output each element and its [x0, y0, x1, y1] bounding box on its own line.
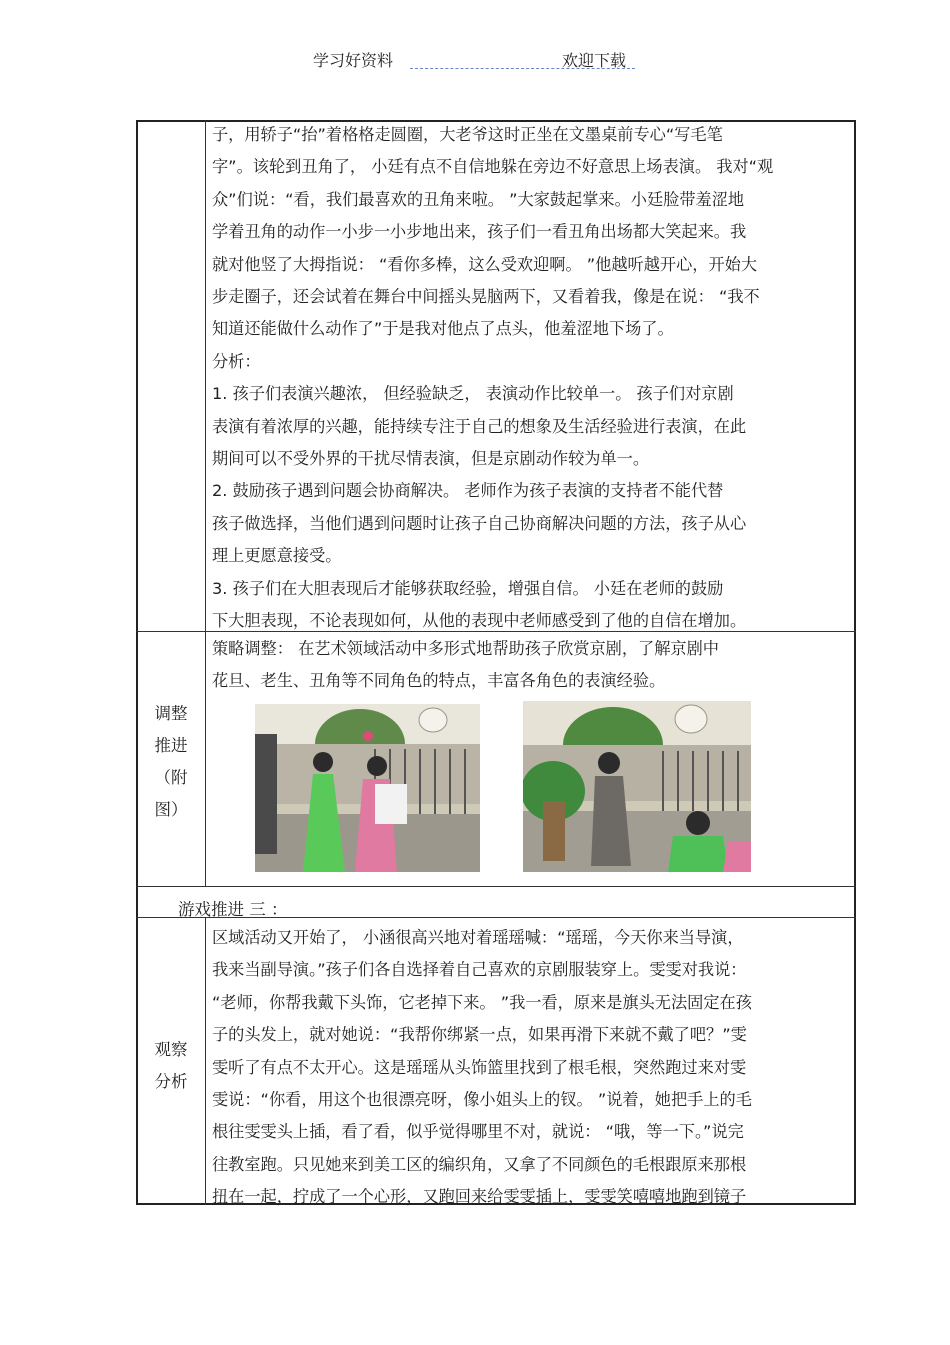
header-left-text: 学习好资料 — [313, 51, 394, 70]
game-progress-three-title: 游戏推进 三 ： — [178, 900, 288, 919]
text-line: 往教室跑。只见她来到美工区的编织角，又拿了不同颜色的毛根跟原来那根 — [212, 1154, 747, 1174]
text-line: 字”。该轮到丑角了， 小廷有点不自信地躲在旁边不好意思上场表演。 我对“观 — [212, 157, 774, 177]
text-line: 众”们说：“看，我们最喜欢的丑角来啦。 ”大家鼓起掌来。小廷脸带羞涩地 — [212, 189, 745, 209]
text-line: 学着丑角的动作一小步一小步地出来，孩子们一看丑角出场都大笑起来。我 — [212, 222, 747, 242]
text-line: 3. 孩子们在大胆表现后才能够获取经验，增强自信。 小廷在老师的鼓励 — [212, 578, 724, 598]
text-line: 分析： — [212, 351, 261, 371]
text-line: 雯听了有点不太开心。这是瑶瑶从头饰篮里找到了根毛根，突然跑过来对雯 — [212, 1057, 747, 1077]
text-line: 子的头发上，就对她说：“我帮你绑紧一点，如果再滑下来就不戴了吧？”雯 — [212, 1025, 747, 1045]
text-line: 区域活动又开始了， 小涵很高兴地对着瑶瑶喊：“瑶瑶，今天你来当导演， — [212, 928, 744, 947]
label-line: 推进 — [154, 736, 188, 755]
text-line: 策略调整： 在艺术领域活动中多形式地帮助孩子欣赏京剧，了解京剧中 — [212, 639, 719, 658]
text-line: 期间可以不受外界的干扰尽情表演，但是京剧动作较为单一。 — [212, 449, 650, 469]
text-line: 下大胆表现，不论表现如何，从他的表现中老师感受到了他的自信在增加。 — [212, 611, 747, 631]
text-line: 扭在一起，拧成了一个心形，又跑回来给雯雯插上，雯雯笑嘻嘻地跑到镜子 — [212, 1187, 747, 1207]
observation-analysis-label — [145, 1034, 197, 1098]
header-right-text: 欢迎下载 — [562, 51, 627, 70]
text-line: 根往雯雯头上插，看了看，似乎觉得哪里不对，就说： “哦，等一下。”说完 — [212, 1122, 744, 1142]
page-header — [0, 48, 950, 72]
text-line: 理上更愿意接受。 — [212, 546, 342, 566]
activity-photo-2 — [523, 701, 751, 872]
text-line: 步走圈子，还会试着在舞台中间摇头晃脑两下，又看着我，像是在说： “我不 — [212, 287, 760, 307]
text-line: 花旦、老生、丑角等不同角色的特点，丰富各角色的表演经验。 — [212, 671, 666, 691]
strategy-adjustment-text — [212, 633, 848, 698]
text-line: 就对他竖了大拇指说： “看你多棒，这么受欢迎啊。 ”他越听越开心，开始大 — [212, 254, 758, 274]
text-line: 表演有着浓厚的兴趣，能持续专注于自己的想象及生活经验进行表演，在此 — [212, 416, 747, 436]
label-line: 观察 — [154, 1040, 188, 1059]
adjustment-label — [145, 698, 197, 826]
text-line: 知道还能做什么动作了”于是我对他点了点头，他羞涩地下场了。 — [212, 319, 674, 339]
label-line: 调整 — [154, 704, 188, 723]
observation-analysis-text — [212, 922, 848, 1214]
label-line: （附 — [154, 768, 188, 787]
text-line: 孩子做选择，当他们遇到问题时让孩子自己协商解决问题的方法，孩子从心 — [212, 513, 747, 533]
text-line: 1. 孩子们表演兴趣浓， 但经验缺乏， 表演动作比较单一。 孩子们对京剧 — [212, 384, 734, 404]
label-line: 分析 — [154, 1072, 188, 1091]
header-dashed-rule — [410, 68, 635, 69]
label-line: 图） — [154, 800, 188, 819]
text-line: 子，用轿子“抬”着格格走圆圈，大老爷这时正坐在文墨桌前专心“写毛笔 — [212, 125, 723, 144]
text-line: 我来当副导演。”孩子们各自选择着自己喜欢的京剧服装穿上。雯雯对我说： — [212, 960, 747, 980]
column-divider-bottom — [205, 918, 206, 1205]
text-line: “老师，你帮我戴下头饰，它老掉下来。 ”我一看，原来是旗头无法固定在孩 — [212, 992, 752, 1012]
row-divider-2 — [136, 886, 856, 887]
observation-continued-text — [212, 119, 848, 638]
text-line: 2. 鼓励孩子遇到问题会协商解决。 老师作为孩子表演的支持者不能代替 — [212, 481, 724, 501]
activity-photo-1 — [255, 704, 480, 872]
text-line: 雯说：“你看，用这个也很漂亮呀，像小姐头上的钗。 ”说着，她把手上的毛 — [212, 1090, 752, 1110]
column-divider-top — [205, 120, 206, 886]
